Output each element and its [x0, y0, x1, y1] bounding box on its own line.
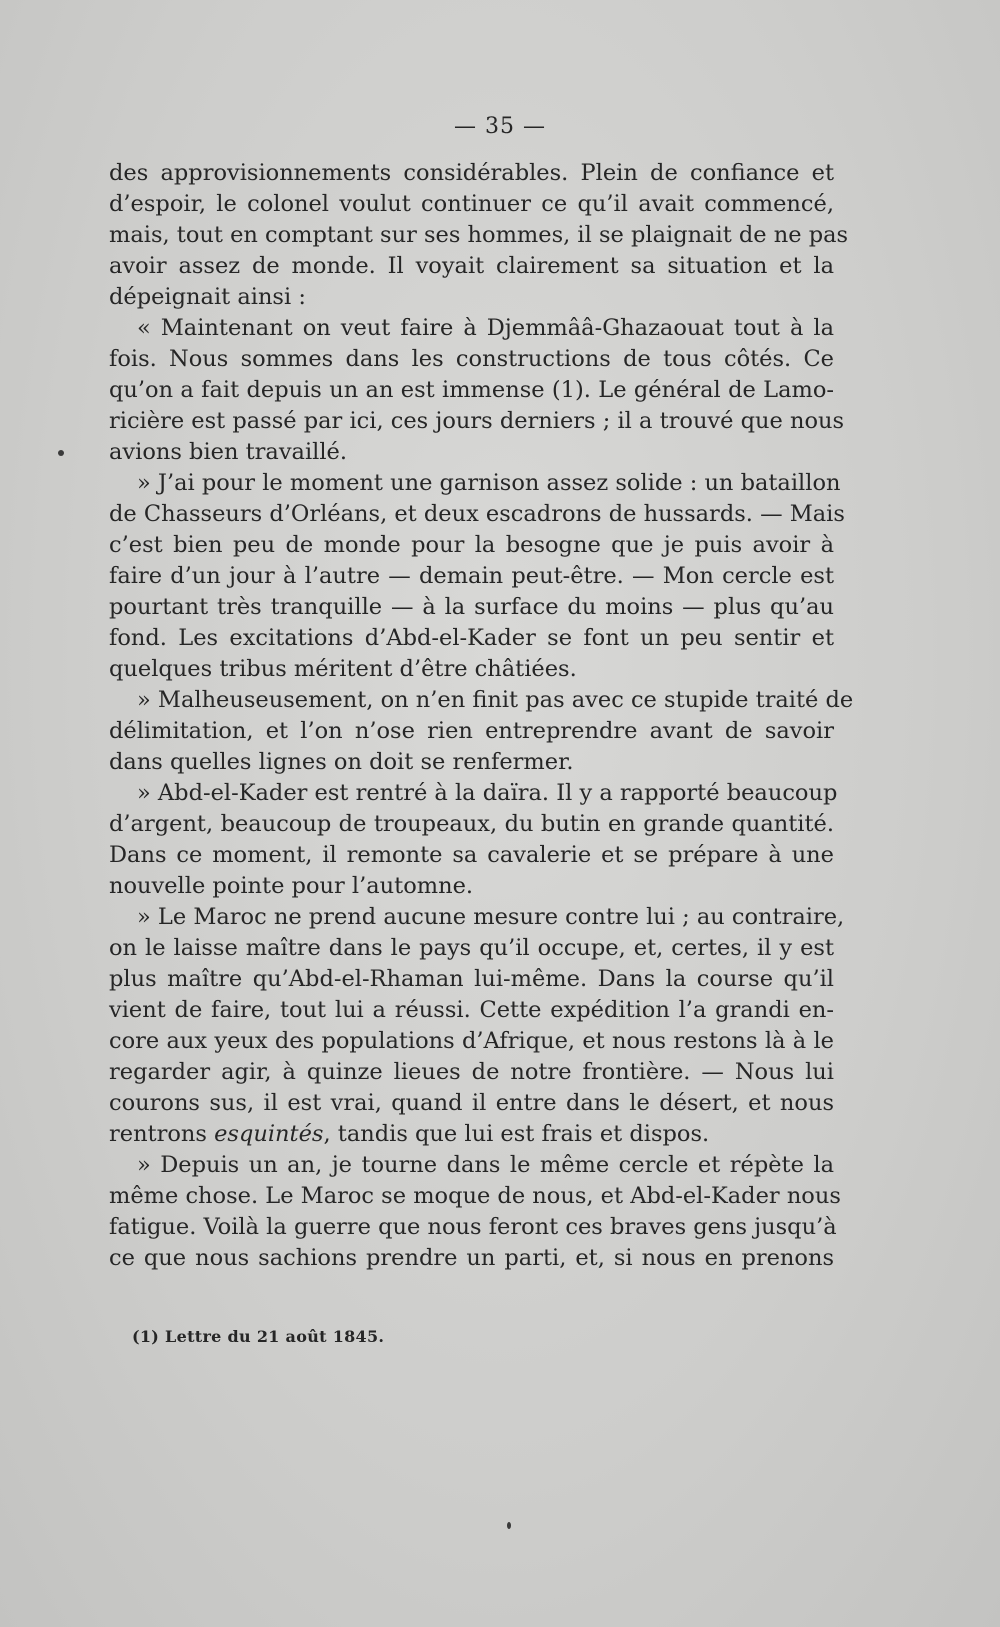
- text-line: quelques tribus méritent d’être châtiées.: [109, 656, 577, 682]
- text-line: c’est bien peu de monde pour la besogne que je puis avoir à: [109, 532, 834, 558]
- body-text: [109, 158, 854, 1274]
- text-line: fond. Les excitations d’Abd-el-Kader se font un peu sentir et: [109, 625, 834, 651]
- text-line: ricière est passé par ici, ces jours derniers ; il a trouvé que nous: [109, 408, 845, 434]
- text-line: dépeignait ainsi :: [109, 284, 306, 310]
- text-line: nouvelle pointe pour l’automne.: [109, 873, 474, 899]
- text-line: dans quelles lignes on doit se renfermer.: [109, 749, 574, 775]
- ink-speck: [507, 1522, 511, 1529]
- text-line: des approvisionnements considérables. Plein de confiance et: [109, 160, 834, 186]
- text-line: qu’on a fait depuis un an est immense (1). Le général de Lamo-: [109, 377, 834, 403]
- ink-speck: [58, 450, 64, 456]
- text-line: » J’ai pour le moment une garnison assez solide : un bataillon: [137, 470, 841, 496]
- footnote: (1) Lettre du 21 août 1845.: [132, 1327, 385, 1346]
- text-line: de Chasseurs d’Orléans, et deux escadrons de hussards. — Mais: [109, 501, 845, 527]
- text-line: [109, 1119, 834, 1150]
- text-line: regarder agir, à quinze lieues de notre frontière. — Nous lui: [109, 1059, 834, 1085]
- text-line: Dans ce moment, il remonte sa cavalerie et se prépare à une: [109, 842, 834, 868]
- text-line: plus maître qu’Abd-el-Rhaman lui-même. Dans la course qu’il: [109, 966, 834, 992]
- text-line: pourtant très tranquille — à la surface du moins — plus qu’au: [109, 594, 834, 620]
- text-line: ce que nous sachions prendre un parti, et, si nous en prenons: [109, 1245, 834, 1271]
- text-run: , tandis que lui est frais et dispos.: [323, 1121, 710, 1147]
- text-line: » Abd-el-Kader est rentré à la daïra. Il y a rapporté beaucoup: [137, 780, 838, 806]
- text-line: « Maintenant on veut faire à Djemmââ-Ghazaouat tout à la: [137, 315, 834, 341]
- text-line: même chose. Le Maroc se moque de nous, et Abd-el-Kader nous: [109, 1183, 841, 1209]
- text-line: délimitation, et l’on n’ose rien entreprendre avant de savoir: [109, 718, 834, 744]
- text-line: » Le Maroc ne prend aucune mesure contre lui ; au contraire,: [137, 904, 845, 930]
- text-line: vient de faire, tout lui a réussi. Cette expédition l’a grandi en-: [109, 997, 834, 1023]
- text-line: » Depuis un an, je tourne dans le même cercle et répète la: [137, 1152, 834, 1178]
- text-line: core aux yeux des populations d’Afrique, et nous restons là à le: [109, 1028, 834, 1054]
- text-line: courons sus, il est vrai, quand il entre dans le désert, et nous: [109, 1090, 834, 1116]
- italic-text: esquintés: [214, 1121, 324, 1147]
- text-line: d’espoir, le colonel voulut continuer ce qu’il avait commencé,: [109, 191, 834, 217]
- text-line: d’argent, beaucoup de troupeaux, du butin en grande quantité.: [109, 811, 834, 837]
- text-line: on le laisse maître dans le pays qu’il occupe, et, certes, il y est: [109, 935, 834, 961]
- text-line: avions bien travaillé.: [109, 439, 348, 465]
- text-line: avoir assez de monde. Il voyait clairement sa situation et la: [109, 253, 834, 279]
- text-line: » Malheuseusement, on n’en finit pas avec ce stupide traité de: [137, 687, 854, 713]
- text-run: rentrons: [109, 1121, 215, 1147]
- text-line: fois. Nous sommes dans les constructions de tous côtés. Ce: [109, 346, 834, 372]
- page-number: — 35 —: [454, 114, 546, 139]
- text-line: fatigue. Voilà la guerre que nous feront ces braves gens jusqu’à: [109, 1214, 837, 1240]
- text-line: mais, tout en comptant sur ses hommes, il se plaignait de ne pas: [109, 222, 849, 248]
- text-line: faire d’un jour à l’autre — demain peut-être. — Mon cercle est: [109, 563, 834, 589]
